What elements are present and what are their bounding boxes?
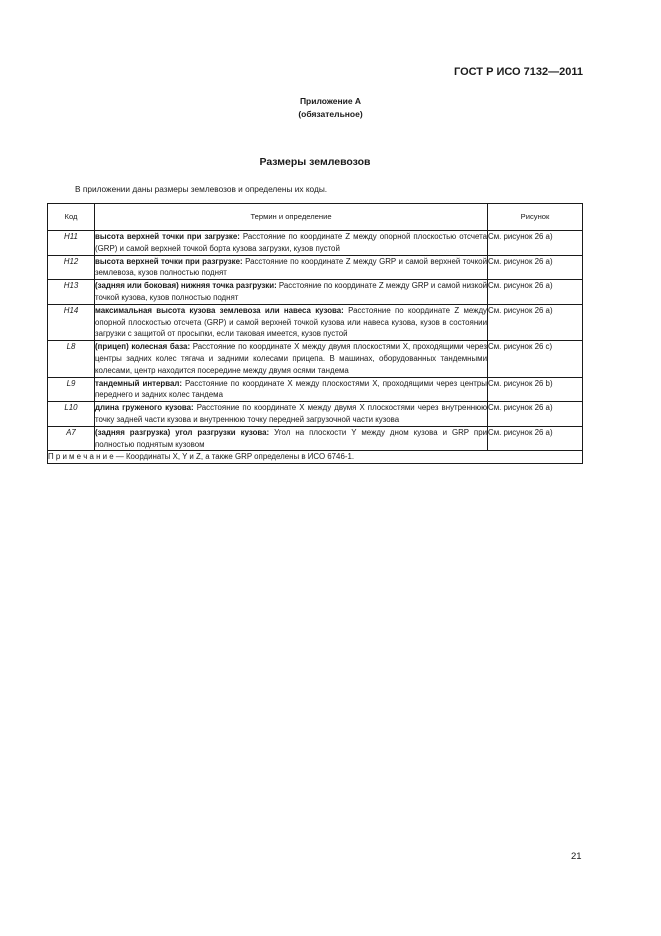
table-header-row <box>48 204 583 231</box>
row-code: H11 <box>48 231 95 256</box>
row-term: длина груженого кузова: <box>95 403 194 413</box>
row-term: (прицеп) колесная база: <box>95 342 191 352</box>
row-definition: Расстояние по координате Z между GRP и самой верхней точкой землевоза, кузов полностью поднят <box>95 256 487 278</box>
row-definition: Расстояние по координате Z между опорной плоскостью отсчета (GRP) и самой верхней точкой борта кузова загрузки, кузов пустой <box>95 232 487 253</box>
row-code: A7 <box>48 426 95 451</box>
page-title: Размеры землевозов <box>259 156 371 168</box>
row-definition: Расстояние по координате X между плоскостями X, проходящими через центры переднего и задних колес тандема <box>95 378 487 400</box>
row-term: высота верхней точки при загрузке: <box>95 232 240 241</box>
table-row <box>48 377 583 402</box>
dimensions-table <box>47 203 583 464</box>
row-figure-ref: См. рисунок 26 с) <box>488 341 583 377</box>
table-note: П р и м е ч а н и е — Координаты X, Y и Z, а также GRP определены в ИСО 6746-1. <box>48 451 583 464</box>
row-term: тандемный интервал: <box>95 378 182 388</box>
row-code: H12 <box>48 255 95 280</box>
table-row <box>48 402 583 427</box>
table-row <box>48 304 583 340</box>
page-number: 21 <box>571 851 582 862</box>
table-row <box>48 231 583 256</box>
row-term-cell <box>95 231 488 256</box>
table-row <box>48 426 583 451</box>
header-term: Термин и определение <box>95 204 488 231</box>
table-row <box>48 280 583 305</box>
row-figure-ref: См. рисунок 26 а) <box>488 231 583 256</box>
row-term: (задняя или боковая) нижняя точка разгрузки: <box>95 281 277 291</box>
appendix-status: (обязательное) <box>298 109 363 119</box>
row-code: L9 <box>48 377 95 402</box>
row-figure-ref: См. рисунок 26 а) <box>488 402 583 427</box>
header-code: Код <box>48 204 95 231</box>
row-term-cell <box>95 304 488 340</box>
row-term: высота верхней точки при разгрузке: <box>95 256 243 266</box>
row-figure-ref: См. рисунок 26 а) <box>488 255 583 280</box>
row-term-cell <box>95 377 488 402</box>
row-definition: Расстояние по координате Z между GRP и самой низкой точкой кузова, кузов полностью поднят <box>95 281 487 302</box>
row-figure-ref: См. рисунок 26 b) <box>488 377 583 402</box>
row-term-cell <box>95 280 488 305</box>
row-term-cell <box>95 255 488 280</box>
row-code: H13 <box>48 280 95 305</box>
row-code: L8 <box>48 341 95 377</box>
row-term-cell <box>95 426 488 451</box>
table-row <box>48 341 583 377</box>
row-definition: Расстояние по координате X между двумя X плоскостями через внутреннюю точку задней части кузова и внутреннюю точку передней загрузочной части кузова <box>95 403 487 424</box>
row-figure-ref: См. рисунок 26 а) <box>488 304 583 340</box>
standard-header: ГОСТ Р ИСО 7132—2011 <box>453 66 583 78</box>
row-term: максимальная высота кузова землевоза или навеса кузова: <box>95 305 344 315</box>
row-term: (задняя разгрузка) угол разгрузки кузова: <box>95 427 270 437</box>
row-figure-ref: См. рисунок 26 а) <box>488 280 583 305</box>
row-term-cell <box>95 341 488 377</box>
header-figure: Рисунок <box>488 204 583 231</box>
appendix-label: Приложение А <box>299 96 362 106</box>
row-code: L10 <box>48 402 95 427</box>
row-definition: Угол на плоскости Y между дном кузова и GRP при полностью поднятым кузовом <box>95 427 487 449</box>
row-definition: Расстояние по координате X между двумя плоскостями X, проходящими через центры задних колес тягача и задними колесами прицепа. В машинах, оборудованных тандемными колесами, центр находится посередине между двумя осями тандема <box>95 342 487 375</box>
table-note-row <box>48 451 583 464</box>
appendix-heading <box>0 95 661 121</box>
row-code: H14 <box>48 304 95 340</box>
row-figure-ref: См. рисунок 26 а) <box>488 426 583 451</box>
row-term-cell <box>95 402 488 427</box>
row-definition: Расстояние по координате Z между опорной плоскостью отсчета (GRP) и самой верхней точкой кузова или навеса кузова, кузов в состоянии загрузки с защитой от просыпки, если таковая имеется, кузов пустой <box>95 305 487 339</box>
intro-text: В приложении даны размеры землевозов и определены их коды. <box>75 184 328 194</box>
table-row <box>48 255 583 280</box>
